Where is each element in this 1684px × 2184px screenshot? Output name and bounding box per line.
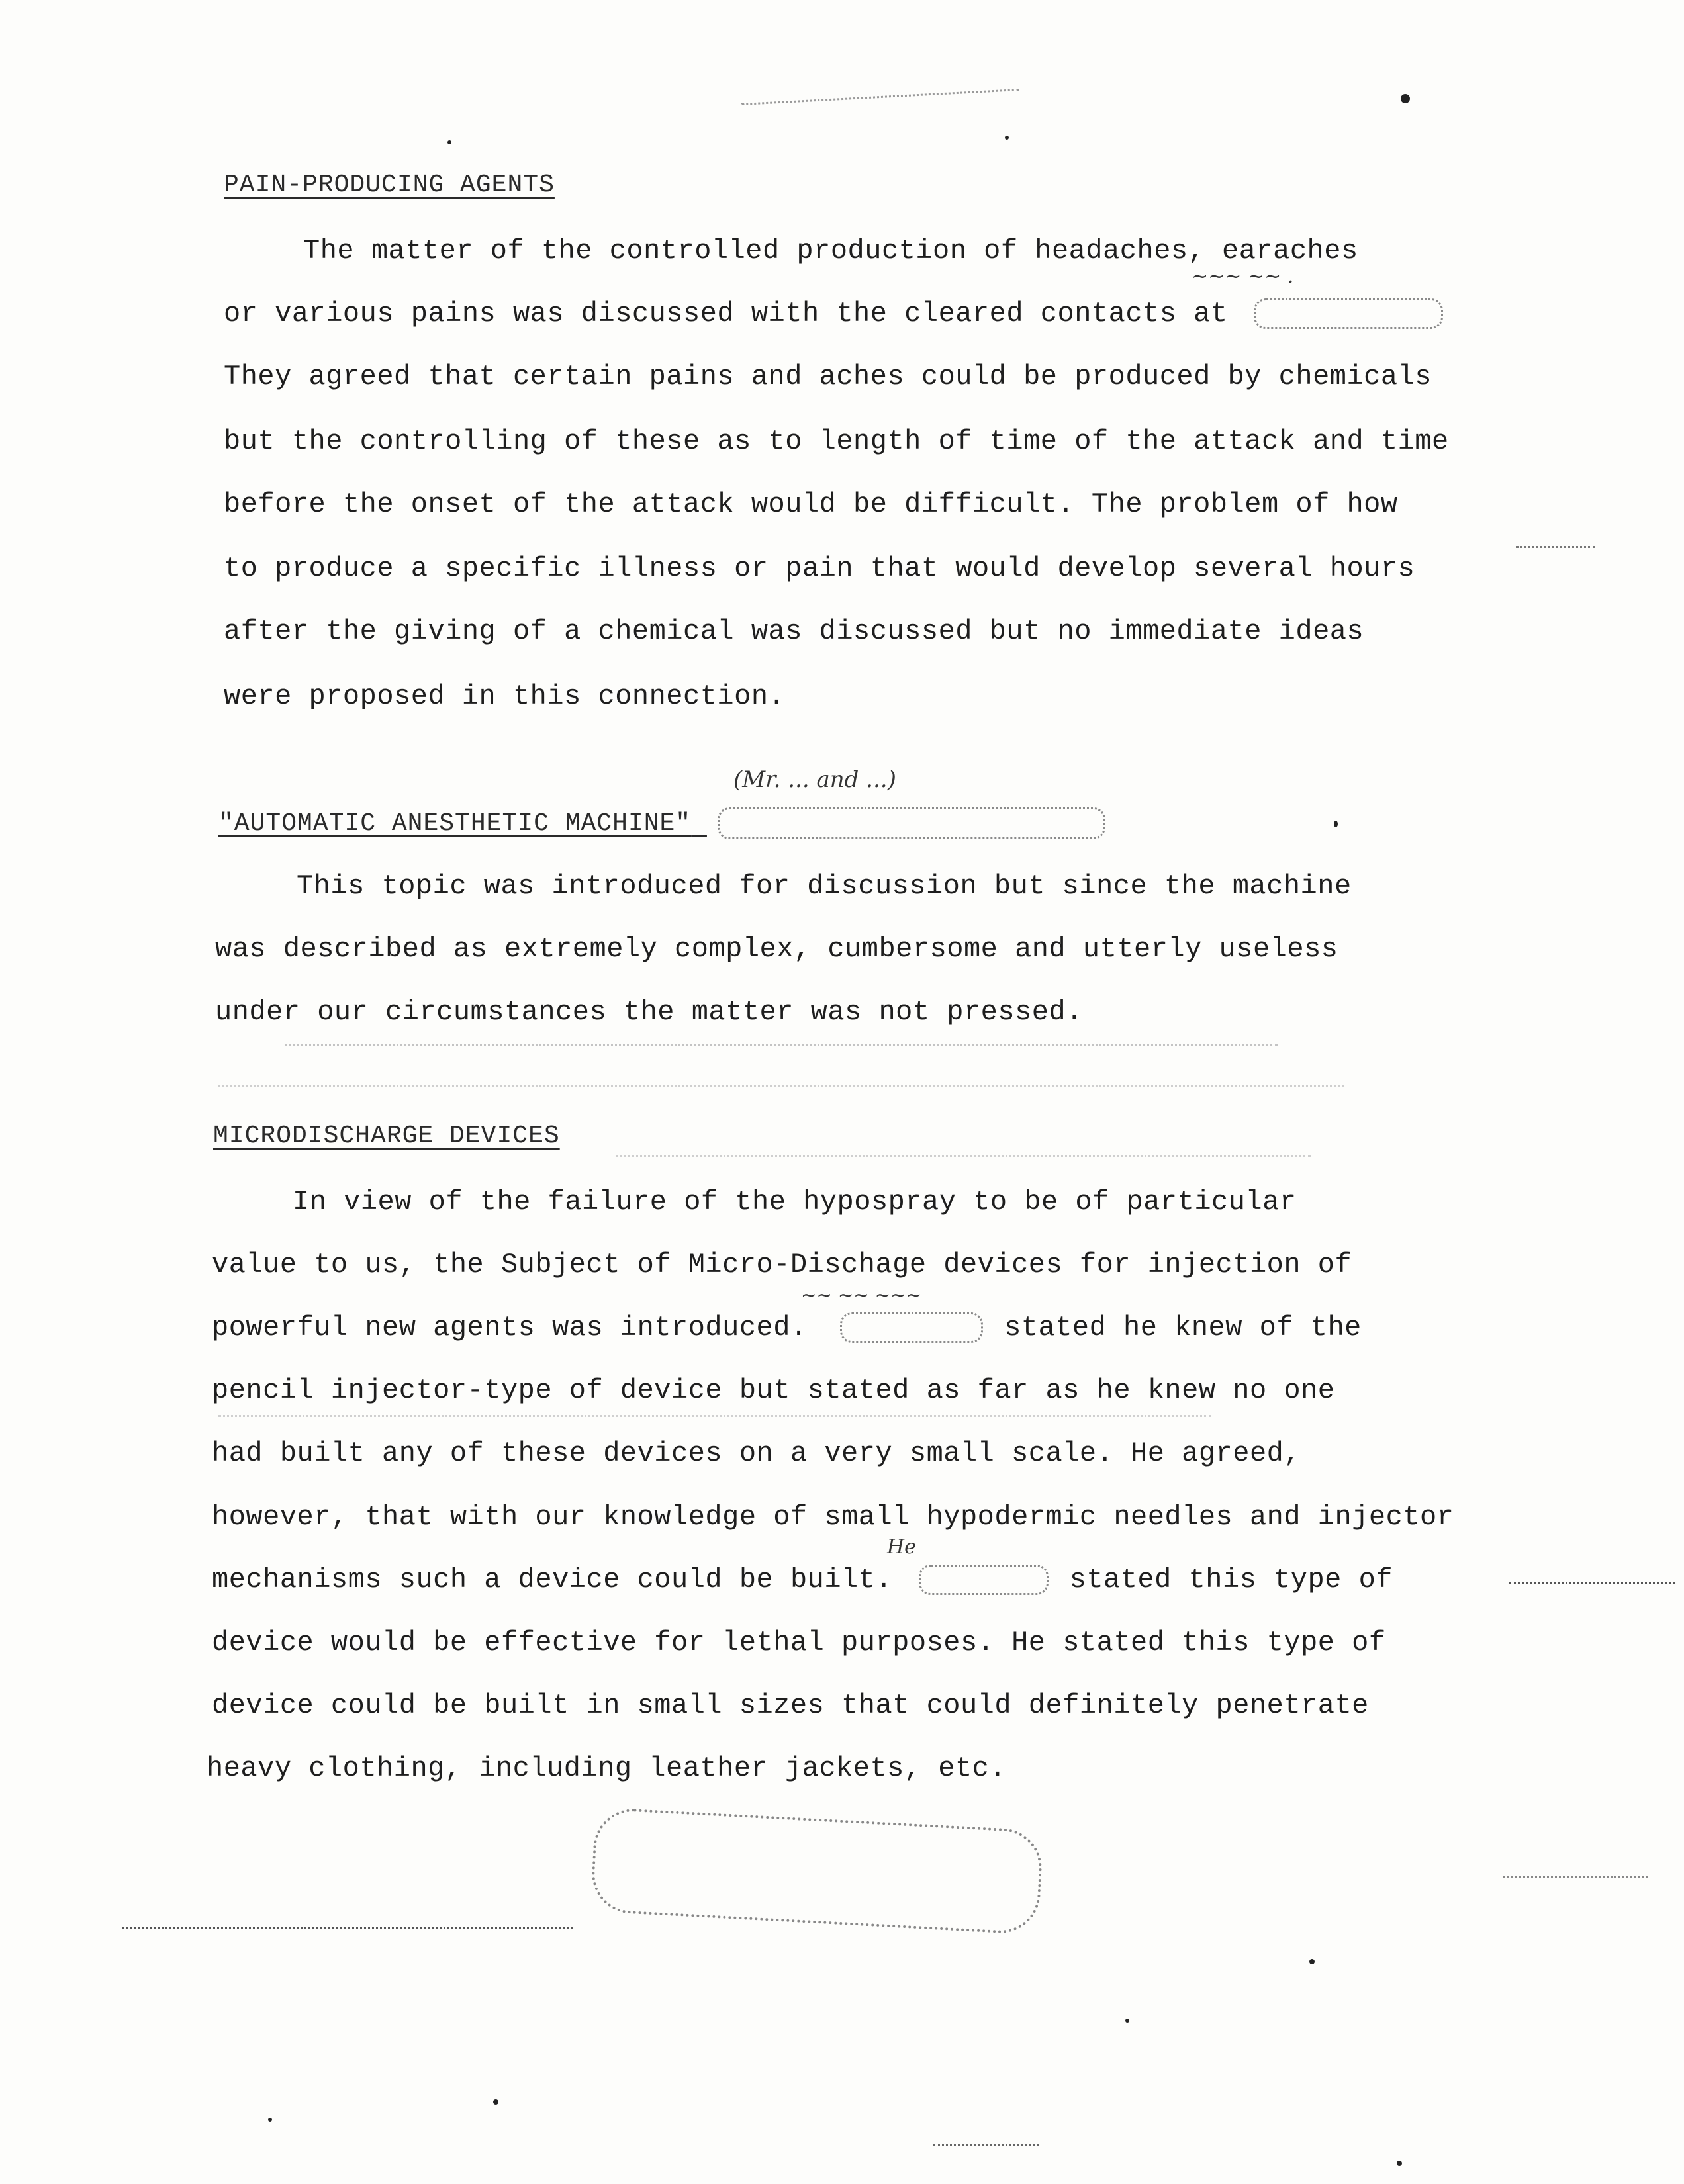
scan-noise xyxy=(1516,546,1595,548)
section-heading-automatic-anesthetic xyxy=(218,807,1105,839)
paragraph-line: under our circumstances the matter was not pressed. xyxy=(215,996,1083,1028)
paragraph-line: were proposed in this connection. xyxy=(224,680,786,712)
handwritten-annotation: (Mr. ... and ...) xyxy=(733,766,896,793)
paragraph-line: value to us, the Subject of Micro-Dischage devices for injection of xyxy=(212,1249,1352,1281)
scan-noise xyxy=(218,1415,1211,1417)
paragraph-line-text: stated he knew of the xyxy=(1004,1312,1362,1343)
redaction-box xyxy=(718,807,1105,839)
paragraph-line: device would be effective for lethal purposes. He stated this type of xyxy=(212,1627,1386,1659)
paragraph-line: after the giving of a chemical was discussed but no immediate ideas xyxy=(224,615,1364,647)
paragraph-line: The matter of the controlled production of headaches, earaches xyxy=(303,235,1358,267)
scan-noise xyxy=(218,1085,1344,1087)
redaction-box xyxy=(590,1807,1043,1934)
redaction-box xyxy=(1254,298,1443,329)
paragraph-line: before the onset of the attack would be difficult. The problem of how xyxy=(224,488,1398,520)
scan-speck xyxy=(1397,2161,1402,2166)
scan-noise xyxy=(616,1155,1311,1157)
handwritten-annotation: He xyxy=(887,1535,916,1559)
scan-speck xyxy=(1125,2019,1129,2023)
paragraph-line xyxy=(212,1564,1393,1596)
scan-noise xyxy=(1503,1876,1648,1878)
scan-noise xyxy=(285,1044,1278,1046)
scan-noise xyxy=(933,2144,1039,2146)
scan-speck xyxy=(1334,821,1338,827)
section-heading-text: "AUTOMATIC ANESTHETIC MACHINE" xyxy=(218,809,692,839)
scan-noise xyxy=(122,1927,573,1929)
scan-speck xyxy=(493,2099,498,2105)
paragraph-line-text: stated this type of xyxy=(1069,1564,1393,1596)
scan-speck xyxy=(1005,136,1009,140)
handwritten-annotation: ~~ ~~ ~~~ xyxy=(801,1284,922,1306)
scan-speck xyxy=(1401,94,1410,103)
paragraph-line: had built any of these devices on a very small scale. He agreed, xyxy=(212,1437,1301,1469)
paragraph-line: They agreed that certain pains and aches could be produced by chemicals xyxy=(224,361,1432,392)
paragraph-line: In view of the failure of the hypospray to be of particular xyxy=(293,1186,1297,1218)
redaction-box xyxy=(840,1312,983,1343)
paragraph-line xyxy=(212,1312,1362,1343)
paragraph-line: pencil injector-type of device but stated as far as he knew no one xyxy=(212,1375,1335,1406)
scan-speck xyxy=(268,2118,272,2122)
scan-speck xyxy=(447,140,451,144)
paragraph-line: was described as extremely complex, cumbersome and utterly useless xyxy=(215,933,1338,965)
scan-noise xyxy=(1509,1582,1675,1584)
section-heading-microdischarge: MICRODISCHARGE DEVICES xyxy=(213,1122,560,1150)
paragraph-line: device could be built in small sizes that could definitely penetrate xyxy=(212,1690,1369,1721)
redaction-box xyxy=(919,1565,1049,1595)
paragraph-line: heavy clothing, including leather jackets, etc. xyxy=(207,1752,1007,1784)
scan-speck xyxy=(1309,1959,1315,1964)
section-heading-pain-producing: PAIN-PRODUCING AGENTS xyxy=(224,171,555,199)
scan-noise xyxy=(741,89,1019,105)
handwritten-annotation: ~~~ ~~ . xyxy=(1192,265,1294,288)
paragraph-line-text: mechanisms such a device could be built. xyxy=(212,1564,893,1596)
paragraph-line: This topic was introduced for discussion but since the machine xyxy=(297,870,1352,902)
paragraph-line xyxy=(224,298,1443,330)
paragraph-line: but the controlling of these as to length of time of the attack and time xyxy=(224,426,1449,457)
paragraph-line-text: or various pains was discussed with the cleared contacts at xyxy=(224,298,1228,330)
paragraph-line: to produce a specific illness or pain that would develop several hours xyxy=(224,553,1415,584)
paragraph-line: however, that with our knowledge of small hypodermic needles and injector xyxy=(212,1501,1454,1533)
paragraph-line-text: powerful new agents was introduced. xyxy=(212,1312,808,1343)
